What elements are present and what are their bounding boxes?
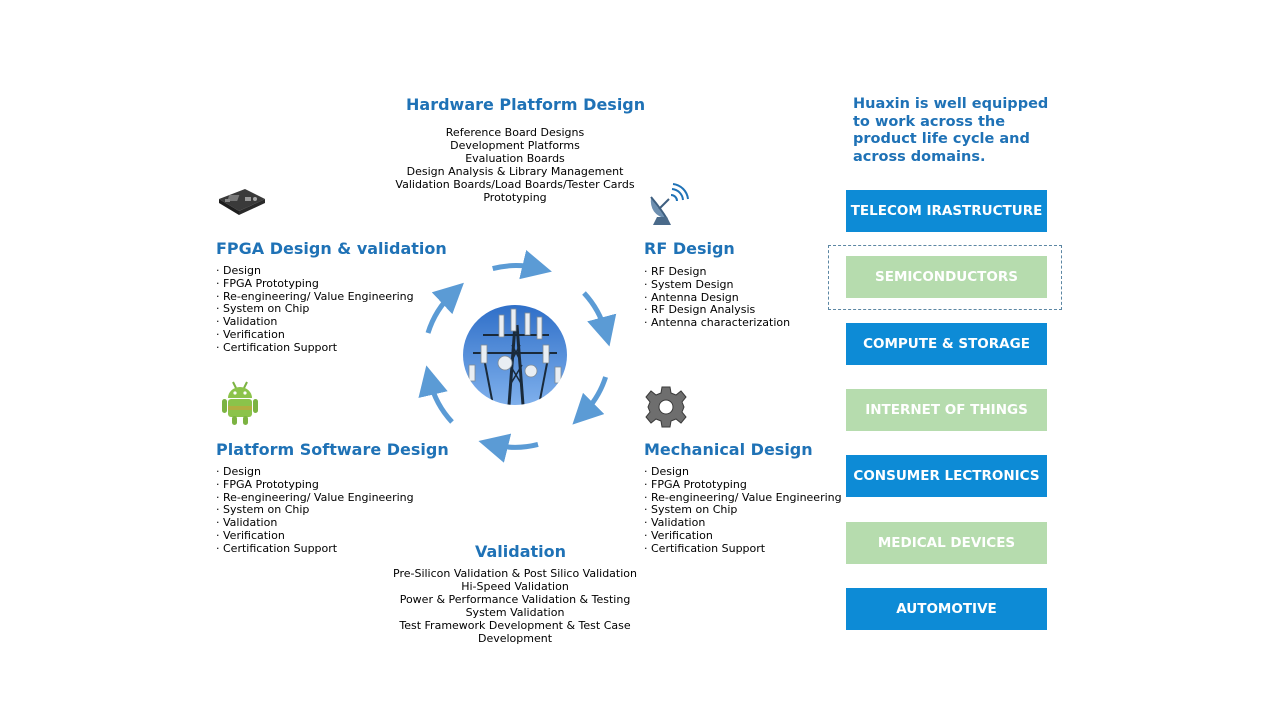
- list-item: · Re-engineering/ Value Engineering: [216, 492, 414, 505]
- fpga-design-list: [216, 265, 414, 355]
- list-item: · FPGA Prototyping: [644, 479, 842, 492]
- list-item: · Design: [644, 466, 842, 479]
- tagline: Huaxin is well equipped to work across the product life cycle and across domains.: [853, 96, 1049, 165]
- list-item: · Validation: [644, 517, 842, 530]
- mechanical-design-title: Mechanical Design: [644, 440, 813, 459]
- list-item: Pre-Silicon Validation & Post Silico Validation: [393, 567, 637, 580]
- list-item: · Verification: [644, 530, 842, 543]
- list-item: System Validation: [465, 606, 565, 619]
- list-item: Power & Performance Validation & Testing: [399, 593, 631, 606]
- list-item: · Verification: [216, 530, 414, 543]
- list-item: · Antenna characterization: [644, 317, 790, 330]
- list-item: · System on Chip: [216, 303, 414, 316]
- rf-design-list: [644, 266, 790, 330]
- domain-semiconductors[interactable]: SEMICONDUCTORS: [846, 256, 1047, 298]
- hardware-platform-list: [390, 126, 640, 204]
- platform-software-list: [216, 466, 414, 556]
- fpga-design-title: FPGA Design & validation: [216, 239, 447, 258]
- list-item: · System on Chip: [644, 504, 842, 517]
- domain-automotive[interactable]: AUTOMOTIVE: [846, 588, 1047, 630]
- cycle-arrow: [583, 377, 606, 414]
- list-item: · Certification Support: [216, 342, 414, 355]
- validation-title: Validation: [475, 542, 567, 561]
- domain-telecom[interactable]: TELECOM IRASTRUCTURE: [846, 190, 1047, 232]
- domain-compute-storage[interactable]: COMPUTE & STORAGE: [846, 323, 1047, 365]
- hardware-platform-title: Hardware Platform Design: [406, 95, 646, 114]
- list-item: Development Platforms: [450, 139, 580, 152]
- domain-consumer-electronics[interactable]: CONSUMER LECTRONICS: [846, 455, 1047, 497]
- list-item: · Validation: [216, 517, 414, 530]
- domain-medical-devices[interactable]: MEDICAL DEVICES: [846, 522, 1047, 564]
- cycle-arrow: [493, 266, 538, 269]
- list-item: Development: [477, 632, 553, 645]
- list-item: · Design: [216, 466, 414, 479]
- list-item: · Antenna Design: [644, 292, 790, 305]
- list-item: Test Framework Development & Test Case: [399, 619, 631, 632]
- list-item: · System on Chip: [216, 504, 414, 517]
- gear-icon: [644, 385, 688, 429]
- list-item: Evaluation Boards: [465, 152, 565, 165]
- list-item: Design Analysis & Library Management: [406, 165, 624, 178]
- list-item: · RF Design: [644, 266, 790, 279]
- rf-design-title: RF Design: [644, 239, 735, 258]
- telecom-tower-icon: [463, 305, 567, 405]
- list-item: · System Design: [644, 279, 790, 292]
- mechanical-design-list: [644, 466, 842, 556]
- list-item: · Re-engineering/ Value Engineering: [216, 291, 414, 304]
- list-item: · Certification Support: [644, 543, 842, 556]
- list-item: Validation Boards/Load Boards/Tester Cards: [395, 178, 635, 191]
- list-item: Reference Board Designs: [445, 126, 585, 139]
- list-item: · FPGA Prototyping: [216, 479, 414, 492]
- android-robot-icon: [222, 380, 258, 426]
- cycle-arrow: [493, 444, 538, 447]
- list-item: · Re-engineering/ Value Engineering: [644, 492, 842, 505]
- list-item: · FPGA Prototyping: [216, 278, 414, 291]
- list-item: Hi-Speed Validation: [461, 580, 569, 593]
- list-item: · Verification: [216, 329, 414, 342]
- list-item: Prototyping: [483, 191, 547, 204]
- list-item: · Validation: [216, 316, 414, 329]
- cycle-arrow: [430, 380, 452, 422]
- list-item: · Design: [216, 265, 414, 278]
- list-item: · RF Design Analysis: [644, 304, 790, 317]
- list-item: · Certification Support: [216, 543, 414, 556]
- circuit-board-icon: [215, 185, 267, 219]
- cycle-arrow: [428, 293, 453, 333]
- cycle-arrow: [584, 293, 606, 332]
- domain-iot[interactable]: INTERNET OF THINGS: [846, 389, 1047, 431]
- validation-list: [380, 567, 650, 645]
- satellite-dish-icon: [645, 183, 689, 227]
- platform-software-title: Platform Software Design: [216, 440, 449, 459]
